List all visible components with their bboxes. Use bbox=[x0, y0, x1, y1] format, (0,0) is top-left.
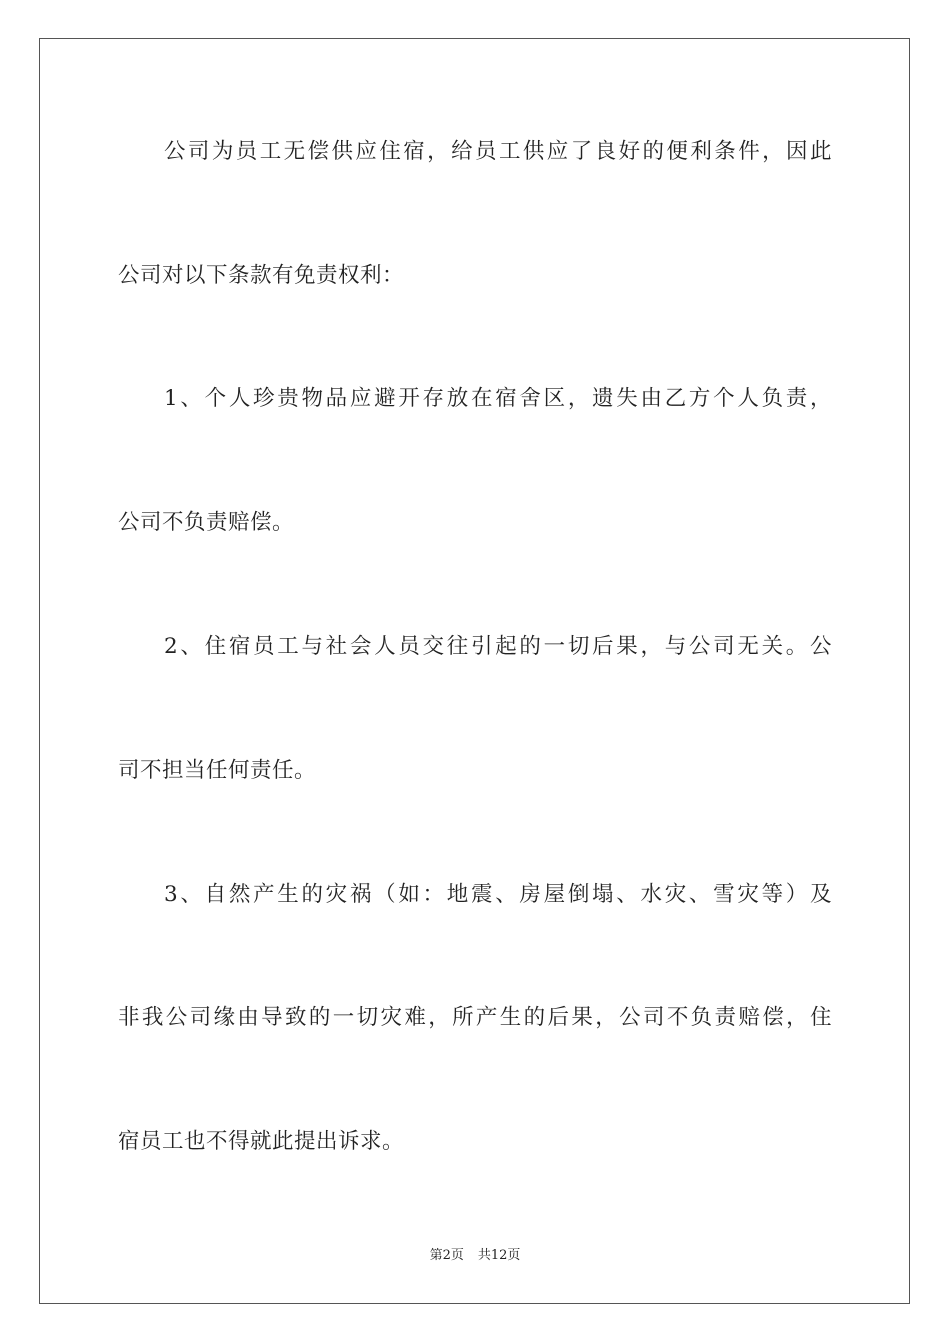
paragraph-line: 非我公司缘由导致的一切灾难，所产生的后果，公司不负责赔偿，住 bbox=[118, 1005, 832, 1030]
page-frame bbox=[39, 38, 910, 1304]
current-page-label: 第2页 bbox=[429, 1248, 464, 1263]
paragraph-line: 2、住宿员工与社会人员交往引起的一切后果，与公司无关。公 bbox=[164, 634, 832, 659]
paragraph-line: 宿员工也不得就此提出诉求。 bbox=[118, 1129, 405, 1154]
paragraph-line: 3、自然产生的灾祸（如：地震、房屋倒塌、水灾、雪灾等）及 bbox=[164, 882, 832, 907]
paragraph-line: 公司对以下条款有免责权利： bbox=[118, 263, 405, 288]
paragraph-line: 司不担当任何责任。 bbox=[118, 758, 317, 783]
paragraph-line: 公司不负责赔偿。 bbox=[118, 510, 295, 535]
page-footer bbox=[0, 1247, 950, 1265]
paragraph-line: 公司为员工无偿供应住宿，给员工供应了良好的便利条件，因此 bbox=[164, 139, 832, 164]
paragraph-line: 1、个人珍贵物品应避开存放在宿舍区，遗失由乙方个人负责， bbox=[164, 386, 832, 411]
total-pages-label: 共12页 bbox=[477, 1248, 521, 1263]
